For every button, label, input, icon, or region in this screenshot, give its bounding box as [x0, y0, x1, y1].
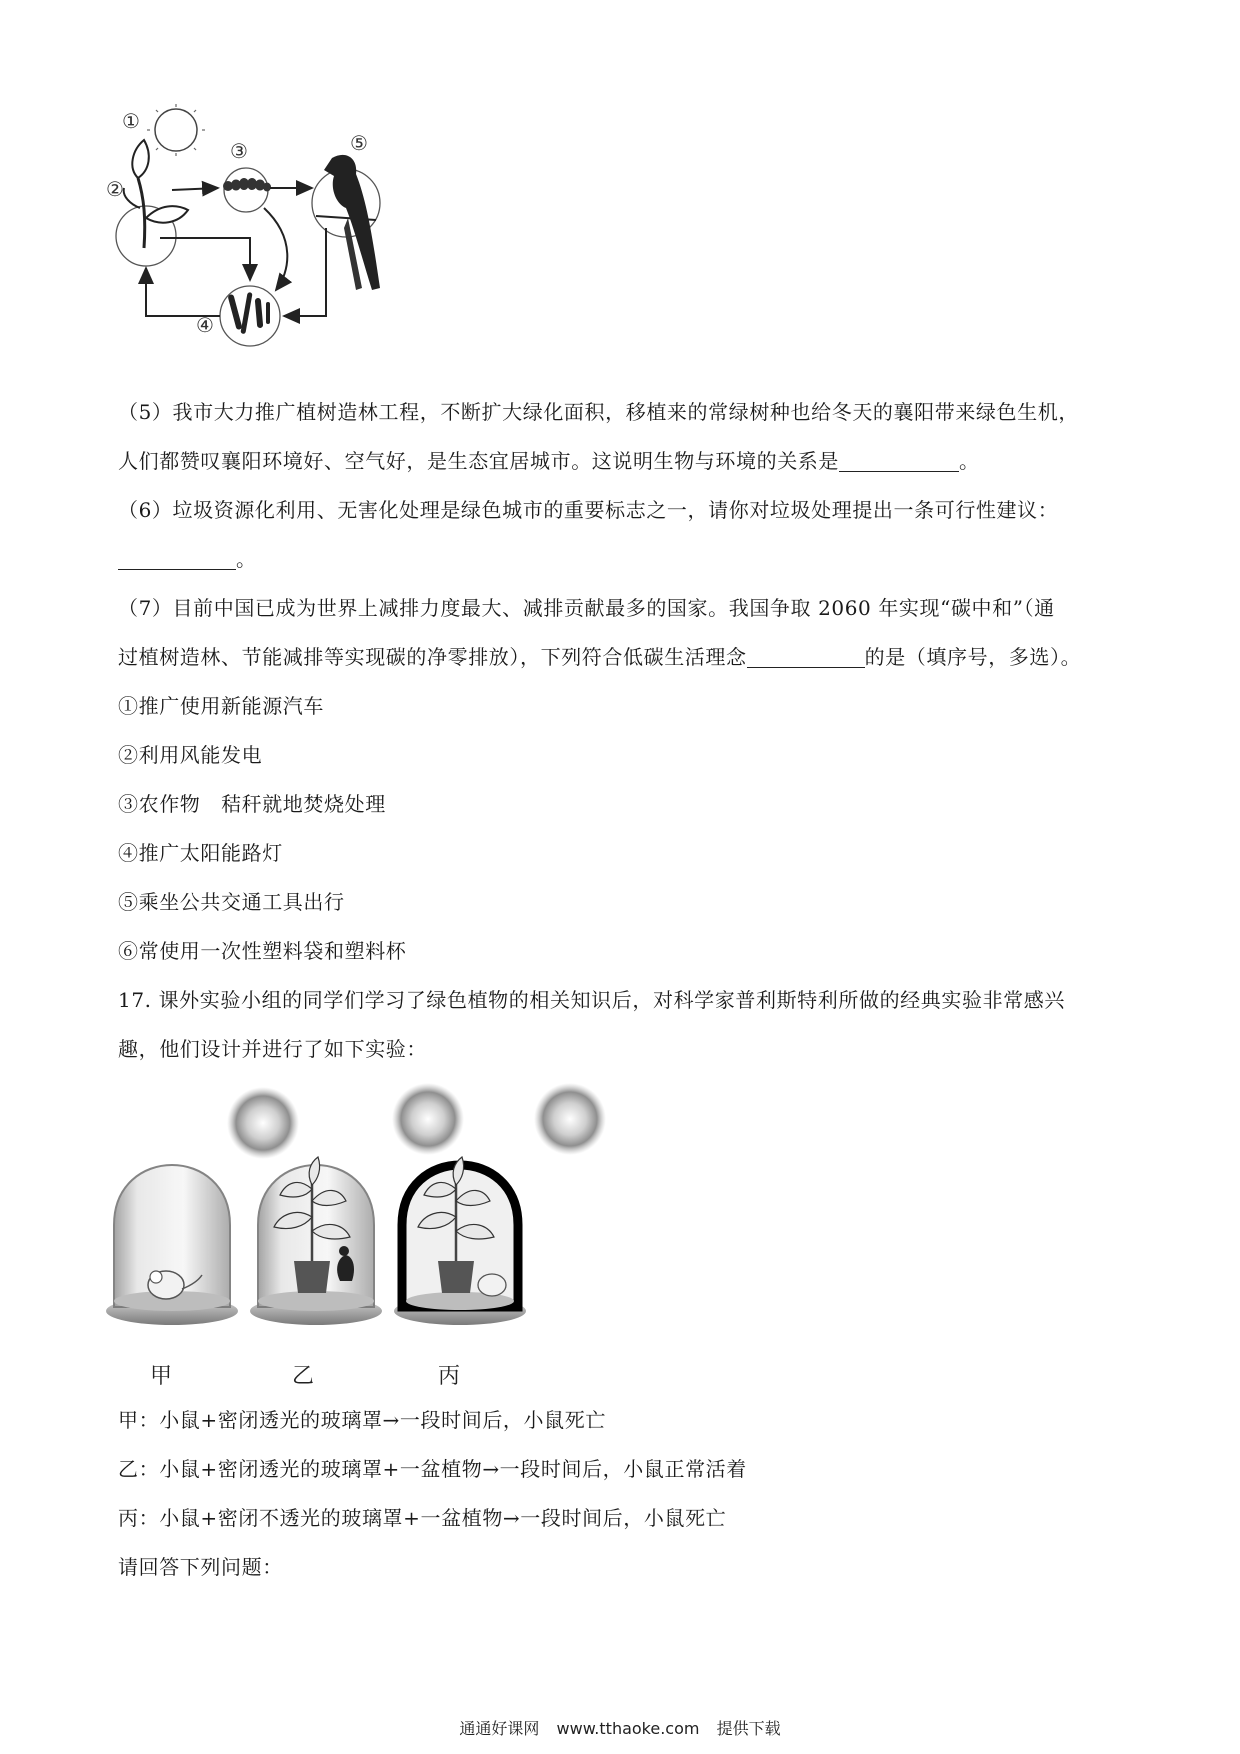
bell-jar-jia [106, 1165, 238, 1325]
bird-icon [312, 155, 380, 290]
option-item: ④推广太阳能路灯 [118, 841, 283, 865]
footer-site-name: 通通好课网 [459, 1719, 540, 1738]
plant-icon [116, 140, 188, 266]
q16-part7-line1: （7）目前中国已成为世界上减排力度最大、减排贡献最多的国家。我国争取 2060 年实现“碳中和”（通 [118, 596, 1055, 620]
q16-part5-line2 [118, 447, 980, 475]
answer-blank[interactable] [747, 645, 865, 668]
page-footer [0, 1716, 1240, 1739]
answer-blank[interactable] [118, 547, 236, 570]
sun-icon [227, 1087, 299, 1159]
bell-jar-experiment-figure [108, 1085, 628, 1395]
q17-prompt: 请回答下列问题： [118, 1555, 283, 1579]
sun-icon [392, 1083, 464, 1155]
option-item: ①推广使用新能源汽车 [118, 694, 324, 718]
q16-part6-line1: （6）垃圾资源化利用、无害化处理是绿色城市的重要标志之一，请你对垃圾处理提出一条可行性建议： [118, 498, 1059, 522]
result-jia: 甲：小鼠+密闭透光的玻璃罩→一段时间后，小鼠死亡 [118, 1408, 606, 1432]
marker-3: ③ [230, 139, 248, 163]
label-bing: 丙 [438, 1364, 461, 1389]
result-yi: 乙：小鼠+密闭透光的玻璃罩+一盆植物→一段时间后，小鼠正常活着 [118, 1457, 747, 1481]
q16-part5-end: 。 [959, 449, 980, 473]
marker-5: ⑤ [350, 131, 368, 155]
mouse-icon [478, 1274, 506, 1296]
option-item: ⑤乘坐公共交通工具出行 [118, 890, 345, 914]
q17-line1: 17. 课外实验小组的同学们学习了绿色植物的相关知识后，对科学家普利斯特利所做的经典实验非常感兴 [118, 988, 1065, 1012]
label-yi: 乙 [292, 1364, 315, 1389]
marker-4: ④ [196, 313, 214, 337]
result-bing: 丙：小鼠+密闭不透光的玻璃罩+一盆植物→一段时间后，小鼠死亡 [118, 1506, 727, 1530]
q16-part5-text: 人们都赞叹襄阳环境好、空气好，是生态宜居城市。这说明生物与环境的关系是 [118, 449, 839, 473]
footer-note: 提供下载 [716, 1719, 781, 1738]
option-item: ②利用风能发电 [118, 743, 263, 767]
q16-part7-line2 [118, 643, 1081, 671]
footer-url[interactable]: www.tthaoke.com [556, 1719, 700, 1738]
sun-icon [534, 1083, 606, 1155]
bell-jar-yi [250, 1157, 382, 1325]
answer-blank[interactable] [839, 449, 959, 472]
marker-1: ① [122, 109, 140, 133]
q16-part7-end: 的是（填序号，多选）。 [864, 645, 1082, 669]
decomposer-icon [220, 286, 280, 346]
q17-line2: 趣，他们设计并进行了如下实验： [118, 1037, 427, 1061]
q16-part7-text: 过植树造林、节能减排等实现碳的净零排放），下列符合低碳生活理念 [118, 645, 747, 669]
food-web-diagram [106, 108, 440, 398]
q16-part5-line1: （5）我市大力推广植树造林工程，不断扩大绿化面积，移植来的常绿树种也给冬天的襄阳带来绿色生机， [118, 400, 1079, 424]
label-jia: 甲 [150, 1364, 173, 1389]
option-item: ③农作物 秸秆就地焚烧处理 [118, 792, 386, 816]
q16-part6-end: 。 [236, 547, 257, 571]
bell-jar-bing [394, 1157, 526, 1325]
marker-2: ② [106, 177, 124, 201]
q16-part6-line2 [118, 545, 257, 573]
option-item: ⑥常使用一次性塑料袋和塑料杯 [118, 939, 407, 963]
caterpillar-icon [223, 168, 271, 212]
sun-icon [147, 104, 205, 156]
